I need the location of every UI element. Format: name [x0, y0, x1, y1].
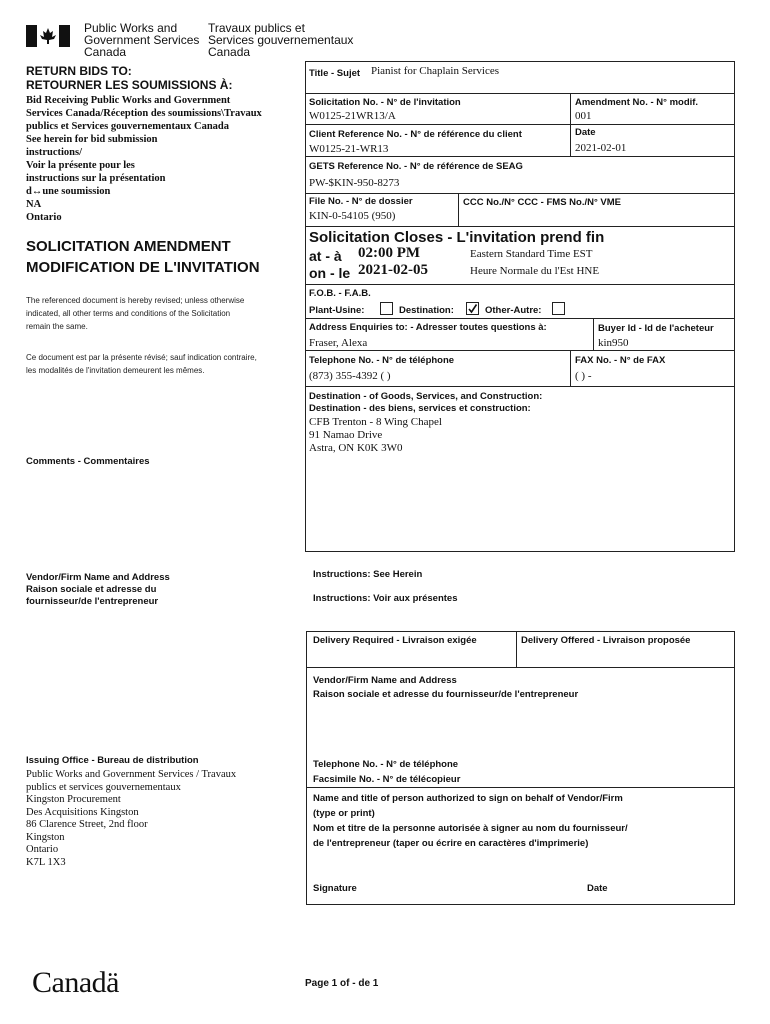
closes-title: Solicitation Closes - L'invitation prend fin: [309, 229, 605, 246]
dept-name-en: Public Works and Government Services Canada: [84, 21, 200, 59]
title-label: Title - Sujet: [309, 68, 361, 79]
file-no-label: File No. - N° de dossier: [309, 196, 413, 207]
telephone-label: Telephone No. - N° de téléphone: [309, 355, 455, 366]
destination-label: Destination:: [399, 305, 454, 316]
issuing-office-address: Public Works and Government Services / Travaux publics et services gouvernementaux Kingston Procurement Des Acquisitions Kingston 86 Clarence Street, 2nd floor Kingston Ontario K7L 1X3: [26, 769, 237, 868]
vendor-telephone-label: Telephone No. - N° de téléphone: [313, 759, 459, 770]
fax-label: FAX No. - N° de FAX: [575, 355, 666, 366]
other-label: Other-Autre:: [485, 305, 542, 316]
destination-goods-label: Destination - of Goods, Services, and Construction: Destination - des biens, services et construction:: [309, 391, 543, 414]
client-ref-value: W0125-21-WR13: [309, 143, 389, 155]
enquiries-value: Fraser, Alexa: [309, 337, 368, 349]
signature-label: Signature: [313, 883, 357, 894]
delivery-required-label: Delivery Required - Livraison exigée: [313, 635, 477, 646]
file-no-value: KIN-0-54105 (950): [309, 210, 396, 222]
solicitation-no-label: Solicitation No. - N° de l'invitation: [309, 97, 461, 108]
timezone-fr: Heure Normale du l'Est HNE: [470, 265, 600, 277]
closes-at-label: at - à: [309, 248, 342, 264]
telephone-value: (873) 355-4392 ( ): [309, 370, 391, 382]
date-value: 2021-02-01: [575, 142, 627, 154]
enquiries-label: Address Enquiries to: - Adresser toutes questions à:: [309, 322, 547, 333]
issuing-office-label: Issuing Office - Bureau de distribution: [26, 755, 199, 766]
vendor-name-label: Vendor/Firm Name and Address Raison sociale et adresse du fournisseur/de l'entrepreneur: [313, 675, 579, 700]
amendment-note-en: The referenced document is hereby revised; unless otherwise indicated, all other terms and conditions of the Solicitation remain the same.: [26, 296, 245, 331]
amendment-no-value: 001: [575, 110, 592, 122]
instructions-fr: Instructions: Voir aux présentes: [313, 593, 458, 604]
comments-label: Comments - Commentaires: [26, 456, 150, 467]
buyer-id-value: kin950: [598, 337, 629, 349]
return-bids-title: RETURN BIDS TO: RETOURNER LES SOUMISSIONS À:: [26, 64, 233, 92]
closes-time-value: 02:00 PM: [358, 245, 421, 261]
vendor-label: Vendor/Firm Name and Address Raison sociale et adresse du fournisseur/de l'entrepreneur: [26, 572, 170, 607]
instructions-en: Instructions: See Herein: [313, 569, 423, 580]
amendment-title: SOLICITATION AMENDMENT MODIFICATION DE L'INVITATION: [26, 238, 260, 276]
authorized-person-label: Name and title of person authorized to sign on behalf of Vendor/Firm (type or print) Nom et titre de la personne autorisée à signer au nom du fournisseur/ de l'entrepreneur (taper ou écrire en caractères d'imprimerie): [313, 793, 628, 849]
destination-checkbox[interactable]: [466, 302, 479, 315]
signature-date-label: Date: [587, 883, 608, 894]
timezone-en: Eastern Standard Time EST: [470, 248, 593, 260]
fax-value: ( ) -: [575, 370, 592, 382]
checkmark-icon: [467, 303, 478, 314]
delivery-offered-label: Delivery Offered - Livraison proposée: [521, 635, 691, 646]
dept-name-fr: Travaux publics et Services gouvernementaux Canada: [208, 21, 354, 59]
gets-ref-value: PW-$KIN-950-8273: [309, 177, 400, 189]
plant-checkbox[interactable]: [380, 302, 393, 315]
other-checkbox[interactable]: [552, 302, 565, 315]
buyer-id-label: Buyer Id - Id de l'acheteur: [598, 323, 714, 334]
solicitation-no-value: W0125-21WR13/A: [309, 110, 396, 122]
return-bids-address: Bid Receiving Public Works and Government Services Canada/Réception des soumissions\Travaux publics et Services gouvernementaux Canada See herein for bid submission instructions/ Voir la présente pour les instructions sur la présentation d↔une soumission NA Ontario: [26, 95, 262, 223]
plant-label: Plant-Usine:: [309, 305, 365, 316]
date-label: Date: [575, 127, 596, 138]
amendment-no-label: Amendment No. - N° modif.: [575, 97, 699, 108]
gets-ref-label: GETS Reference No. - N° de référence de SEAG: [309, 161, 523, 172]
canada-wordmark: Canadä: [32, 966, 119, 999]
page-number: Page 1 of - de 1: [305, 978, 379, 989]
closes-date-value: 2021-02-05: [358, 262, 428, 278]
amendment-note-fr: Ce document est par la présente révisé; sauf indication contraire, les modalités de l'invitation demeurent les mêmes.: [26, 353, 257, 375]
ccc-no-label: CCC No./N° CCC - FMS No./N° VME: [463, 197, 622, 208]
fob-label: F.O.B. - F.A.B.: [309, 288, 371, 299]
title-value: Pianist for Chaplain Services: [371, 65, 500, 77]
destination-address: CFB Trenton - 8 Wing Chapel 91 Namao Drive Astra, ON K0K 3W0: [309, 416, 442, 454]
canada-flag-icon: [26, 25, 70, 47]
vendor-fax-label: Facsimile No. - N° de télécopieur: [313, 774, 461, 785]
client-ref-label: Client Reference No. - N° de référence du client: [309, 129, 522, 140]
closes-on-label: on - le: [309, 265, 351, 281]
